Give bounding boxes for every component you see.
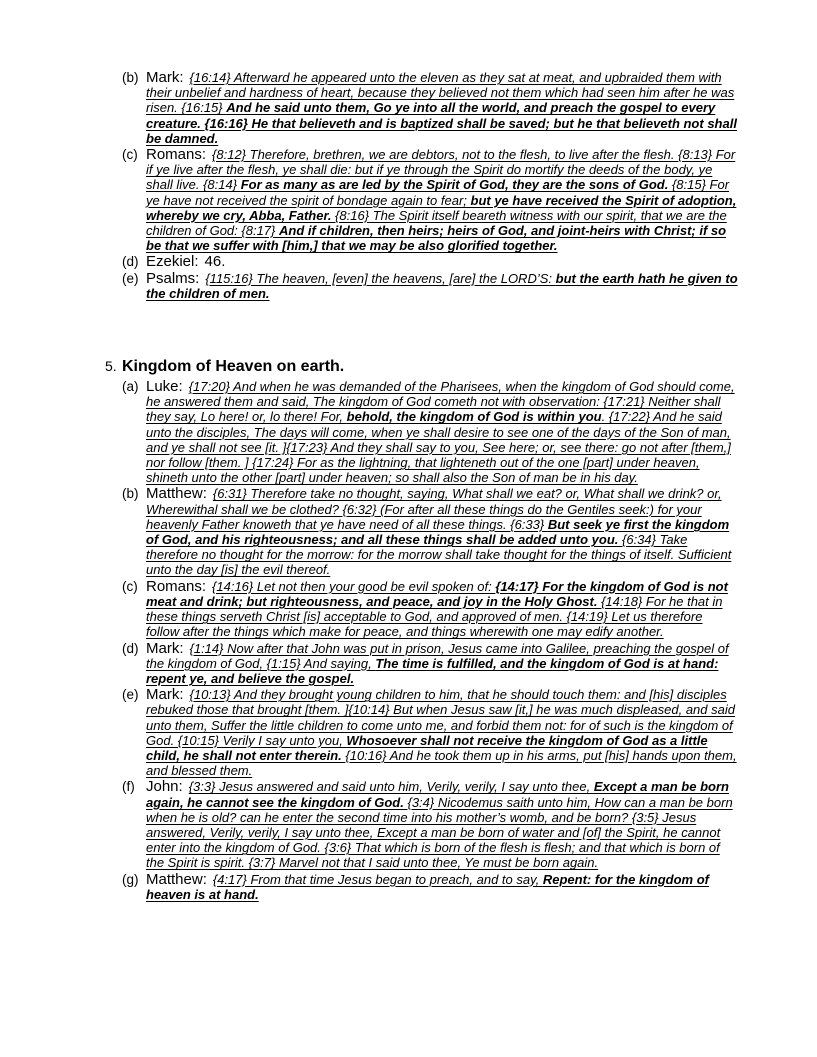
- verse-text: {17:20} And when he was demanded of the Pharisees, when the kingdom of God should come, he answered them and said, The kingdom of God cometh not with observation: {17:21} Neither shall they say, Lo here! or, lo there! For,: [146, 379, 735, 425]
- verse-text: {3:3} Jesus answered and said unto him, Verily, verily, I say unto thee,: [188, 779, 594, 795]
- item-marker: (c): [122, 578, 138, 594]
- scripture-item: [122, 379, 739, 485]
- verse-text: {10:16} And he took them up in his arms, put [his] hands upon them, and blessed them.: [146, 747, 737, 779]
- item-marker: (e): [122, 687, 139, 703]
- verse-text-bold: Except a man be born again, he cannot see the kingdom of God.: [146, 779, 729, 810]
- verse-text: {14:18} For he that in these things serveth Christ [is] acceptable to God, and approved of men. {14:19} Let us therefore follow after the things which make for peace, and things wherewith one may edify another.: [146, 593, 723, 640]
- verse-text-bold: And he said unto them, Go ye into all the world, and preach the gospel to every creature. {16:16} He that believeth and is baptized shall be saved; but he that believeth not shall be damned.: [146, 100, 737, 146]
- verse-text: {3:4} Nicodemus saith unto him, How can a man be born when he is old? can he enter the second time into his mother’s womb, and be born? {3:5} Jesus answered, Verily, verily, I say unto thee, Except a man be born of water and [of] the Spirit, he cannot enter into the kingdom of God. {3:6} That which is born of the flesh is flesh; and that which is born of the Spirit is spirit. {3:7} Marvel not that I said unto thee, Ye must be born again.: [146, 794, 733, 871]
- verse-text-bold: But seek ye first the kingdom of God, and his righteousness; and all these things shall be added unto you.: [146, 516, 730, 548]
- scripture-item: [122, 70, 739, 146]
- book-label: Psalms:: [146, 269, 200, 287]
- book-label: Mark:: [146, 639, 184, 657]
- verse-text: {8:15} For ye have not received the spirit of bondage again to fear;: [146, 177, 730, 208]
- verse-text-bold: but ye have received the Spirit of adoption, whereby we cry, Abba, Father.: [146, 192, 737, 223]
- scripture-item: [122, 779, 739, 870]
- scripture-item: [122, 147, 739, 253]
- verse-text-bold: The time is fulfilled, and the kingdom of God is at hand: repent ye, and believe the gospel.: [146, 655, 719, 686]
- book-label: Mark:: [146, 69, 184, 86]
- verse-text-bold: For as many as are led by the Spirit of God, they are the sons of God.: [240, 177, 672, 193]
- book-label: Matthew:: [146, 870, 207, 888]
- item-marker: (c): [122, 147, 138, 163]
- verse-text: {14:16} Let not then your good be evil spoken of:: [212, 578, 496, 594]
- scripture-item: [122, 687, 739, 778]
- scripture-item: [122, 486, 739, 577]
- item-marker: (d): [122, 254, 139, 270]
- verse-text: {6:31} Therefore take no thought, saying, What shall we eat? or, What shall we drink? or, Wherewithal shall we be clothed? {6:32} (For after all these things do the Gentiles seek:) for your heavenly Father knoweth that ye have need of all these things. {6:33}: [146, 486, 722, 532]
- book-label: Matthew:: [146, 485, 207, 503]
- item-marker: (e): [122, 270, 139, 286]
- plain-text: 46.: [204, 253, 226, 271]
- item-marker: (b): [122, 486, 139, 502]
- item-marker: (b): [122, 70, 139, 85]
- verse-text: {10:13} And they brought young children to him, that he should touch them: and [his] disciples rebuked those that brought [them. ]{10:14} But when Jesus saw [it,] he was much displeased, and said unto them, Suffer the little children to come unto me, and forbid them not: for of such is the kingdom of God. {10:15} Verily I say unto you,: [146, 687, 735, 748]
- book-label: Ezekiel:: [146, 253, 199, 271]
- item-marker: (f): [122, 779, 135, 795]
- scripture-item: [122, 872, 739, 902]
- section-heading: [105, 357, 739, 376]
- verse-text: {115:16} The heaven, [even] the heavens, [are] the LORD’S:: [205, 270, 556, 286]
- item-marker: (a): [122, 379, 139, 395]
- verse-text: {1:14} Now after that John was put in prison, Jesus came into Galilee, preaching the gospel of the kingdom of God, {1:15} And saying,: [146, 640, 729, 671]
- item-marker: (g): [122, 871, 139, 887]
- verse-text-bold: Whosoever shall not receive the kingdom of God as a little child, he shall not enter therein.: [146, 732, 708, 763]
- verse-text-bold: {14:17} For the kingdom of God is not meat and drink; but righteousness, and peace, and joy in the Holy Ghost.: [146, 578, 728, 609]
- item-marker: (d): [122, 640, 139, 656]
- document-body: [0, 70, 817, 902]
- verse-text-bold: behold, the kingdom of God is within you: [346, 409, 602, 425]
- scripture-item: [122, 641, 739, 687]
- verse-text: {6:34} Take therefore no thought for the morrow: for the morrow shall take thought for the things of itself. Sufficient unto the day [is] the evil thereof.: [146, 532, 732, 578]
- book-label: Romans:: [146, 146, 207, 164]
- verse-text: {4:17} From that time Jesus began to preach, and to say,: [212, 871, 543, 887]
- scripture-item: [122, 271, 739, 301]
- scripture-item: [122, 254, 739, 269]
- section-title: Kingdom of Heaven on earth.: [122, 358, 345, 376]
- book-label: Luke:: [146, 378, 183, 396]
- book-label: Romans:: [146, 577, 207, 595]
- verse-text: {8:12} Therefore, brethren, we are debtors, not to the flesh, to live after the flesh. {8:13} For if ye live after the flesh, ye shall die: but if ye through the Spirit do mortify the deeds of the body, ye shall live. {8:14}: [146, 147, 736, 193]
- verse-text: {16:14} Afterward he appeared unto the eleven as they sat at meat, and upbraided them with their unbelief and hardness of heart, because they believed not them which had seen him after he was risen. {16:15}: [146, 70, 735, 116]
- verse-text-bold: And if children, then heirs; heirs of God, and joint-heirs with Christ; if so be that we suffer with [him,] that we may be also glorified together.: [146, 223, 727, 254]
- verse-text-bold: Repent: for the kingdom of heaven is at hand.: [146, 871, 709, 902]
- section-number: 5.: [105, 358, 117, 375]
- verse-text: {8:16} The Spirit itself beareth witness with our spirit, that we are the children of God: {8:17}: [146, 207, 727, 239]
- verse-text-bold: but the earth hath he given to the children of men.: [146, 270, 738, 301]
- scripture-item: [122, 579, 739, 640]
- verse-text: . {17:22} And he said unto the disciples, The days will come, when ye shall desire to see one of the days of the Son of man, and ye shall not see [it. ]{17:23} And they shall say to you, See here; or, see there: go not after [them,] nor follow [them. ] {17:24} For as the lightning, that lighteneth out of the one [part] under heaven, shineth unto the other [part] under heaven; so shall also the Son of man be in his day.: [146, 409, 731, 486]
- book-label: Mark:: [146, 686, 184, 704]
- book-label: John:: [146, 778, 183, 796]
